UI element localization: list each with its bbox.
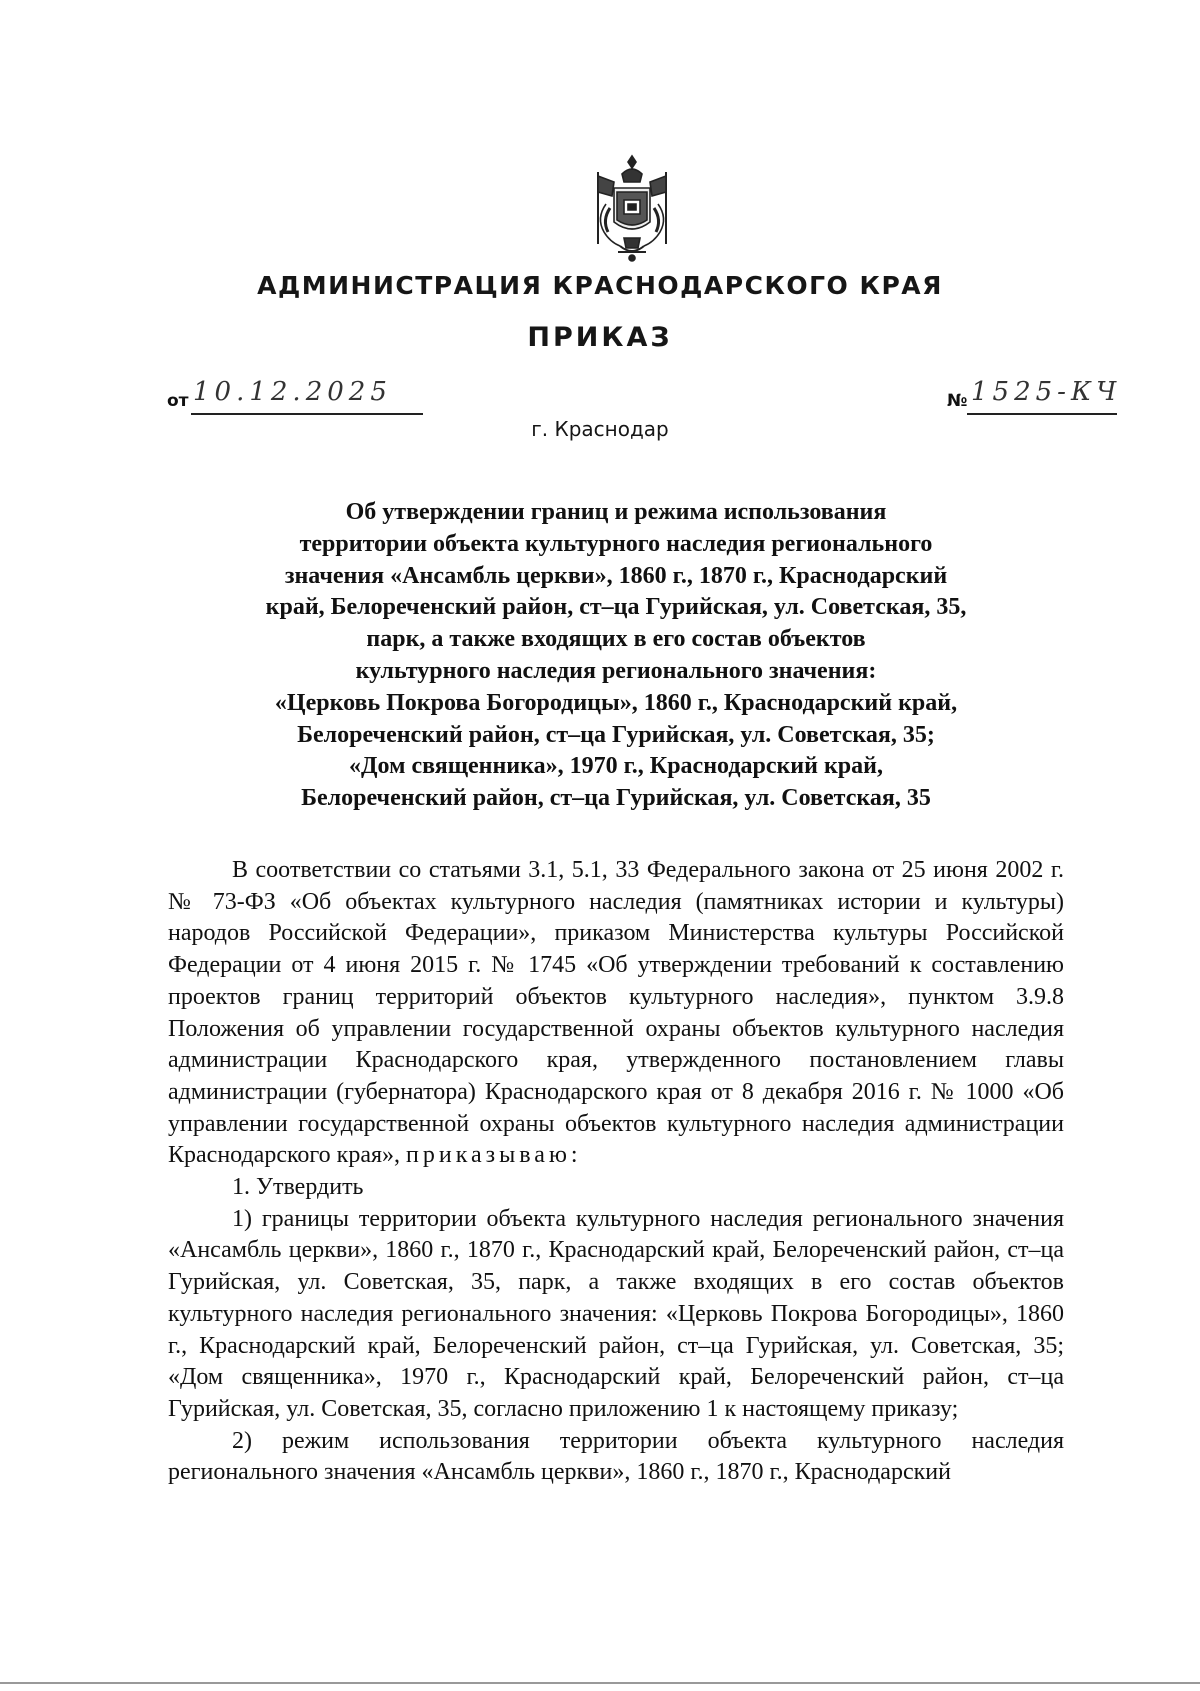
date-field bbox=[167, 377, 392, 411]
handwritten-number: 1525-КЧ bbox=[971, 377, 1122, 407]
city-label: г. Краснодар bbox=[531, 417, 669, 441]
date-underline bbox=[191, 413, 423, 415]
preamble-paragraph bbox=[168, 855, 1064, 1172]
number-field bbox=[947, 377, 1122, 411]
order-body bbox=[168, 855, 1064, 1489]
item-1-2-paragraph: 2) режим использования территории объекта культурного наследия регионального значения «Ансамбль церкви», 1860 г., 1870 г., Краснодарский bbox=[168, 1427, 1064, 1486]
title-line: парк, а также входящих в его состав объектов bbox=[366, 626, 866, 653]
number-underline bbox=[967, 413, 1117, 415]
handwritten-date: 10.12.2025 bbox=[193, 377, 392, 407]
order-word: приказываю: bbox=[406, 1142, 582, 1169]
title-line: культурного наследия регионального значения: bbox=[355, 657, 877, 684]
organization-title: АДМИНИСТРАЦИЯ КРАСНОДАРСКОГО КРАЯ bbox=[257, 271, 943, 300]
title-line: край, Белореченский район, ст–ца Гурийская, ул. Советская, 35, bbox=[265, 594, 967, 621]
item-1: 1. Утвердить bbox=[232, 1174, 364, 1201]
number-prefix-label: № bbox=[947, 391, 968, 411]
title-line: Белореченский район, ст–ца Гурийская, ул. Советская, 35; bbox=[297, 721, 935, 748]
date-prefix-label: от bbox=[167, 391, 189, 411]
item-1-1-paragraph: 1) границы территории объекта культурного наследия регионального значения «Ансамбль церкви», 1860 г., 1870 г., Краснодарский край, Белореченский район, ст–ца Гурийская, ул. Советская, 35, парк, а также входящих в его состав объектов культурного наследия регионального значения: «Церковь Покрова Богородицы», 1860 г., Краснодарский край, Белореченский район, ст–ца Гурийская, ул. Советская, 35; «Дом священника», 1970 г., Краснодарский край, Белореченский район, ст–ца Гурийская, ул. Советская, 35, согласно приложению 1 к настоящему приказу; bbox=[168, 1205, 1064, 1422]
document-type-title: ПРИКАЗ bbox=[527, 322, 673, 353]
krasnodar-krai-coat-of-arms-icon bbox=[584, 152, 680, 264]
title-line: «Дом священника», 1970 г., Краснодарский край, bbox=[349, 753, 883, 780]
title-line: территории объекта культурного наследия регионального bbox=[299, 530, 933, 557]
title-line: Белореченский район, ст–ца Гурийская, ул. Советская, 35 bbox=[301, 785, 931, 812]
title-line: «Церковь Покрова Богородицы», 1860 г., Краснодарский край, bbox=[274, 689, 958, 716]
preamble-text: В соответствии со статьями 3.1, 5.1, 33 Федерального закона от 25 июня 2002 г. № 73-ФЗ «Об объектах культурного наследия (памятниках истории и культуры) народов Российской Федерации», приказом Министерства культуры Российской Федерации от 4 июня 2015 г. № 1745 «Об утверждении требований к составлению проектов границ территорий объектов культурного наследия», пунктом 3.9.8 Положения об управлении государственной охраны объектов культурного наследия администрации Краснодарского края, утвержденного постановлением главы администрации (губернатора) Краснодарского края от 8 декабря 2016 г. № 1000 «Об управлении государственной охраны объектов культурного наследия администрации Краснодарского края», bbox=[168, 857, 1064, 1169]
scan-edge-line bbox=[0, 1682, 1200, 1684]
title-line: значения «Ансамбль церкви», 1860 г., 1870 г., Краснодарский bbox=[284, 562, 948, 589]
order-title bbox=[168, 497, 1064, 815]
title-line: Об утверждении границ и режима использования bbox=[345, 499, 887, 525]
